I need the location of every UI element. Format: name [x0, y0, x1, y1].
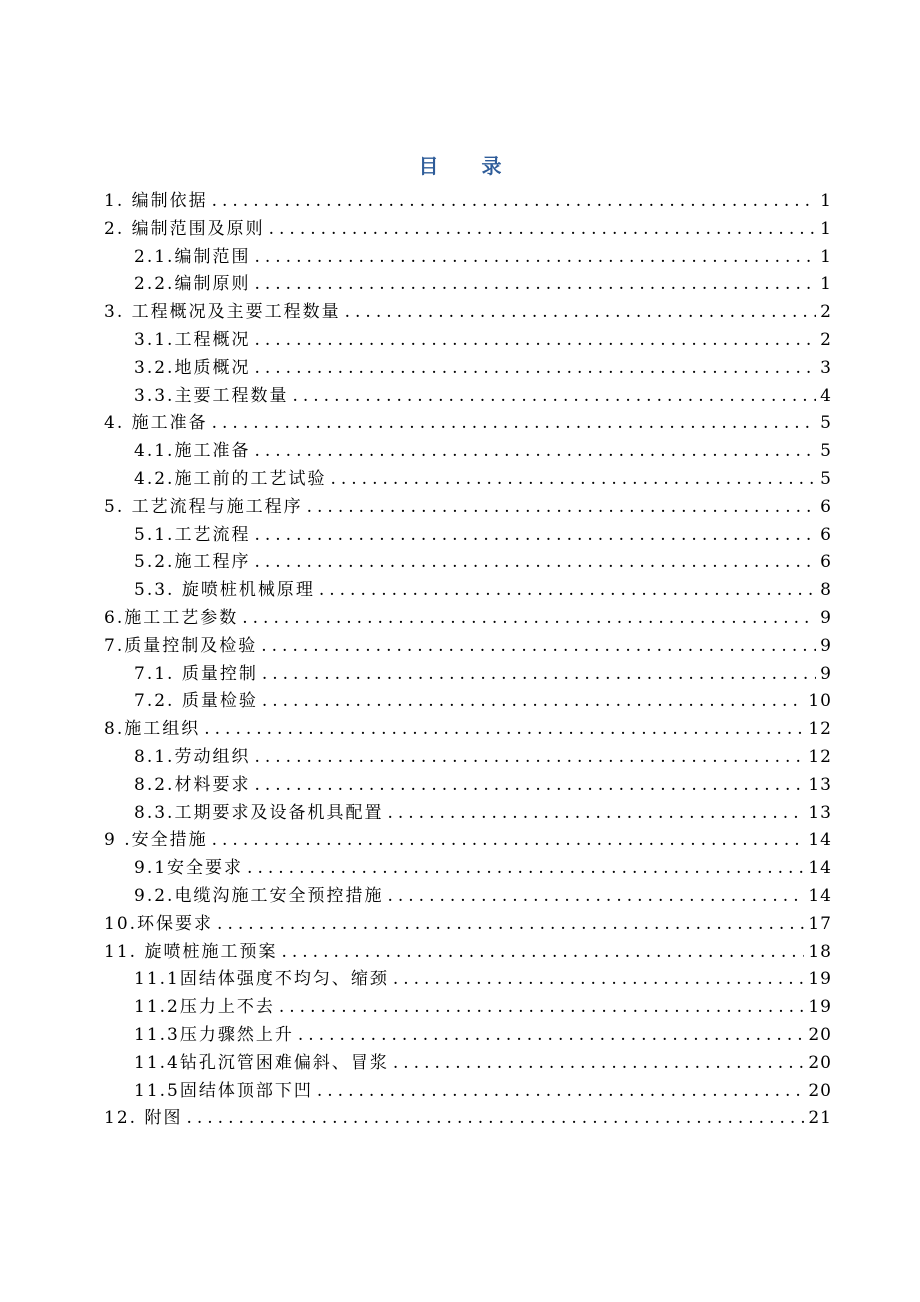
toc-entry[interactable] — [104, 770, 832, 798]
toc-dot-leader — [217, 914, 804, 934]
toc-entry-label: 8.3.工期要求及设备机具配置 — [134, 802, 384, 823]
toc-entry-page-number: 5 — [820, 413, 832, 434]
toc-entry-page-number: 19 — [808, 997, 832, 1018]
toc-entry-label: 4.1.施工准备 — [134, 441, 251, 462]
toc-entry-label: 9 .安全措施 — [104, 830, 208, 851]
toc-dot-leader — [254, 552, 816, 572]
toc-dot-leader — [254, 247, 816, 267]
toc-entry-page-number: 9 — [820, 663, 832, 684]
toc-entry-label: 8.施工组织 — [104, 719, 201, 740]
toc-dot-leader — [387, 803, 804, 823]
toc-entry[interactable] — [104, 520, 832, 548]
toc-entry[interactable] — [104, 381, 832, 409]
toc-entry[interactable] — [104, 575, 832, 603]
toc-entry[interactable] — [104, 937, 832, 965]
toc-dot-leader — [319, 580, 816, 600]
toc-entry-label: 6.施工工艺参数 — [104, 607, 239, 628]
toc-entry[interactable] — [104, 1048, 832, 1076]
toc-entry-page-number: 20 — [808, 1024, 832, 1045]
toc-entry-label: 9.2.电缆沟施工安全预控措施 — [134, 885, 384, 906]
toc-dot-leader — [317, 1081, 805, 1101]
toc-entry-label: 3. 工程概况及主要工程数量 — [104, 302, 341, 323]
toc-entry[interactable] — [104, 408, 832, 436]
toc-entry-page-number: 1 — [820, 191, 832, 211]
toc-dot-leader — [212, 830, 805, 850]
toc-entry-label: 11.2压力上不去 — [134, 997, 275, 1018]
toc-entry-page-number: 9 — [820, 635, 832, 656]
toc-entry-label: 5. 工艺流程与施工程序 — [104, 496, 303, 517]
toc-dot-leader — [212, 413, 817, 433]
toc-entry[interactable] — [104, 436, 832, 464]
toc-dot-leader — [393, 969, 805, 989]
toc-entry-label: 2. 编制范围及原则 — [104, 218, 265, 239]
toc-entry[interactable] — [104, 742, 832, 770]
toc-dot-leader — [254, 330, 816, 350]
toc-entry-label: 8.2.材料要求 — [134, 774, 251, 795]
toc-dot-leader — [262, 664, 816, 684]
toc-entry[interactable] — [104, 242, 832, 270]
toc-dot-leader — [254, 274, 816, 294]
toc-entry[interactable] — [104, 825, 832, 853]
toc-entry-page-number: 5 — [820, 441, 832, 462]
toc-entry-page-number: 14 — [808, 858, 832, 879]
toc-entry-label: 2.2.编制原则 — [134, 274, 251, 295]
toc-dot-leader — [330, 469, 816, 489]
toc-entry-page-number: 5 — [820, 468, 832, 489]
toc-entry-page-number: 12 — [808, 746, 832, 767]
toc-entry-page-number: 4 — [820, 385, 832, 406]
toc-entry-page-number: 8 — [820, 580, 832, 601]
toc-dot-leader — [279, 997, 805, 1017]
toc-entry-label: 4. 施工准备 — [104, 413, 208, 434]
toc-entry[interactable] — [104, 1020, 832, 1048]
toc-entry-page-number: 12 — [808, 719, 832, 740]
toc-entry[interactable] — [104, 603, 832, 631]
toc-dot-leader — [262, 691, 805, 711]
toc-entry-label: 11. 旋喷桩施工预案 — [104, 941, 278, 962]
toc-dot-leader — [254, 441, 816, 461]
table-of-contents — [104, 186, 832, 1131]
toc-dot-leader — [254, 747, 804, 767]
toc-entry[interactable] — [104, 659, 832, 687]
toc-entry[interactable] — [104, 492, 832, 520]
toc-dot-leader — [292, 386, 816, 406]
toc-entry[interactable] — [104, 186, 832, 214]
toc-entry-page-number: 21 — [808, 1108, 832, 1129]
toc-entry-label: 3.3.主要工程数量 — [134, 385, 289, 406]
toc-entry-page-number: 20 — [808, 1080, 832, 1101]
toc-entry-page-number: 2 — [820, 329, 832, 350]
toc-entry-page-number: 1 — [820, 218, 832, 239]
toc-entry[interactable] — [104, 547, 832, 575]
page-title: 目 录 — [418, 154, 520, 178]
toc-entry[interactable] — [104, 992, 832, 1020]
toc-dot-leader — [242, 608, 816, 628]
toc-entry[interactable] — [104, 1076, 832, 1104]
toc-entry-label: 5.3. 旋喷桩机械原理 — [134, 580, 315, 601]
toc-entry-label: 7.2. 质量检验 — [134, 691, 258, 712]
toc-entry-page-number: 2 — [820, 302, 832, 323]
toc-entry[interactable] — [104, 631, 832, 659]
toc-entry-label: 8.1.劳动组织 — [134, 746, 251, 767]
toc-entry-label: 11.5固结体顶部下凹 — [134, 1080, 313, 1101]
toc-entry-page-number: 9 — [820, 607, 832, 628]
toc-entry-label: 10.环保要求 — [104, 913, 214, 934]
toc-entry-label: 4.2.施工前的工艺试验 — [134, 468, 327, 489]
toc-entry[interactable] — [104, 297, 832, 325]
toc-entry[interactable] — [104, 325, 832, 353]
toc-entry-label: 3.1.工程概况 — [134, 329, 251, 350]
toc-entry-page-number: 18 — [808, 941, 832, 962]
toc-entry[interactable] — [104, 714, 832, 742]
toc-dot-leader — [345, 302, 817, 322]
toc-entry-label: 2.1.编制范围 — [134, 246, 251, 267]
toc-entry-label: 9.1安全要求 — [134, 858, 244, 879]
toc-entry-label: 11.4钻孔沉管困难偏斜、冒浆 — [134, 1052, 389, 1073]
toc-entry-label: 5.2.施工程序 — [134, 552, 251, 573]
toc-entry-page-number: 6 — [820, 552, 832, 573]
toc-entry-page-number: 1 — [820, 246, 832, 267]
toc-entry-page-number: 13 — [808, 774, 832, 795]
toc-entry[interactable] — [104, 853, 832, 881]
toc-dot-leader — [204, 719, 804, 739]
toc-entry-page-number: 6 — [820, 496, 832, 517]
toc-entry[interactable] — [104, 464, 832, 492]
toc-entry-page-number: 3 — [820, 357, 832, 378]
toc-dot-leader — [307, 497, 817, 517]
toc-entry[interactable] — [104, 798, 832, 826]
toc-entry-page-number: 14 — [808, 830, 832, 851]
toc-entry[interactable] — [104, 1103, 832, 1131]
toc-entry-label: 5.1.工艺流程 — [134, 524, 251, 545]
toc-dot-leader — [186, 1108, 804, 1128]
toc-entry[interactable] — [104, 353, 832, 381]
toc-entry[interactable] — [104, 881, 832, 909]
toc-dot-leader — [281, 942, 804, 962]
toc-entry-label: 11.1固结体强度不均匀、缩颈 — [134, 969, 389, 990]
toc-entry-label: 12. 附图 — [104, 1108, 183, 1129]
toc-entry-page-number: 6 — [820, 524, 832, 545]
toc-entry-label: 3.2.地质概况 — [134, 357, 251, 378]
toc-entry-label: 7.质量控制及检验 — [104, 635, 258, 656]
toc-dot-leader — [254, 358, 816, 378]
toc-dot-leader — [393, 1053, 805, 1073]
toc-entry[interactable] — [104, 964, 832, 992]
toc-entry[interactable] — [104, 909, 832, 937]
toc-entry[interactable] — [104, 686, 832, 714]
toc-entry-page-number: 10 — [808, 691, 832, 712]
toc-dot-leader — [254, 525, 816, 545]
toc-entry-label: 11.3压力骤然上升 — [134, 1024, 294, 1045]
toc-entry-page-number: 20 — [808, 1052, 832, 1073]
toc-entry-page-number: 19 — [808, 969, 832, 990]
toc-entry-page-number: 17 — [808, 913, 832, 934]
toc-entry-page-number: 1 — [820, 274, 832, 295]
toc-entry[interactable] — [104, 214, 832, 242]
toc-dot-leader — [298, 1025, 805, 1045]
toc-entry[interactable] — [104, 269, 832, 297]
toc-dot-leader — [269, 219, 817, 239]
toc-entry-label: 7.1. 质量控制 — [134, 663, 258, 684]
toc-dot-leader — [261, 636, 816, 656]
toc-entry-page-number: 14 — [808, 885, 832, 906]
toc-entry-page-number: 13 — [808, 802, 832, 823]
toc-dot-leader — [247, 858, 804, 878]
toc-entry-label: 1. 编制依据 — [104, 191, 208, 211]
toc-dot-leader — [212, 191, 817, 211]
toc-dot-leader — [387, 886, 804, 906]
toc-dot-leader — [254, 775, 804, 795]
